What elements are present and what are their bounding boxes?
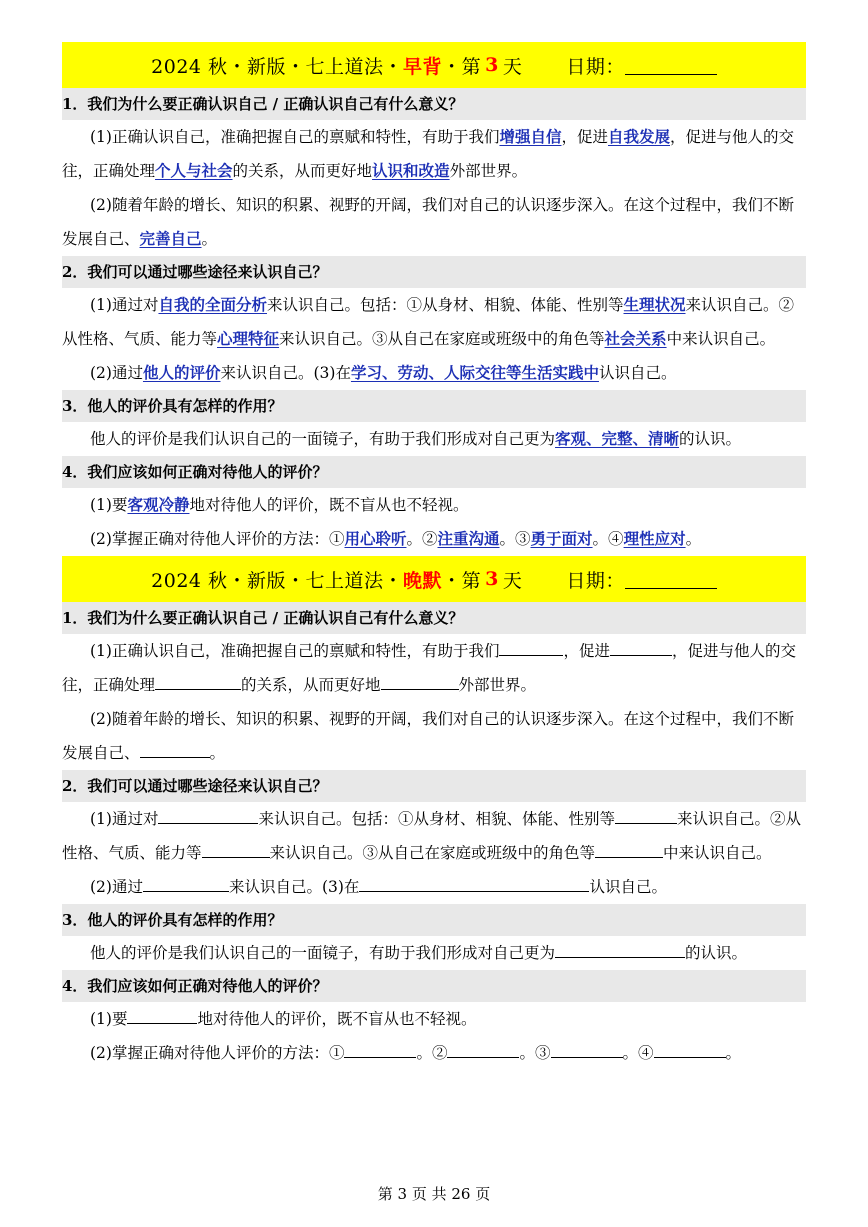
evening-title-highlight: 晚默 — [403, 569, 443, 592]
morning-answer-1-1: (1)正确认识自己，准确把握自己的禀赋和特性，有助于我们增强自信，促进自我发展，促进与他人的交往，正确处理个人与社会的关系，从而更好地认识和改造外部世界。 — [62, 127, 795, 180]
keyword: 他人的评价 — [142, 363, 221, 382]
keyword: 个人与社会 — [155, 161, 233, 180]
fill-blank[interactable] — [143, 874, 229, 892]
evening-title-prefix: 2024 秋・新版・七上道法・ — [151, 569, 404, 592]
morning-question-2: 2．我们可以通过哪些途径来认识自己？ — [62, 256, 806, 288]
keyword: 自我的全面分析 — [158, 295, 267, 314]
evening-day-number: 3 — [485, 568, 499, 590]
fill-blank[interactable] — [551, 1040, 623, 1058]
evening-answer-1-1: (1)正确认识自己，准确把握自己的禀赋和特性，有助于我们 ，促进 ，促进与他人的交往，正确处理 的关系，从而更好地 外部世界。 — [62, 634, 806, 702]
evening-title-mid: ・第 — [442, 569, 482, 592]
morning-answer-4-2: (2)掌握正确对待他人评价的方法：①用心聆听。②注重沟通。③勇于面对。④理性应对。 — [90, 529, 702, 548]
evening-answer-2-2: (2)通过 来认识自己。(3)在 认识自己。 — [62, 870, 806, 904]
fill-blank[interactable] — [654, 1040, 726, 1058]
keyword: 学习、劳动、人际交往等生活实践中 — [350, 363, 599, 382]
evening-answer-4-1: (1)要 地对待他人的评价，既不盲从也不轻视。 — [62, 1002, 806, 1036]
keyword: 客观、完整、清晰 — [555, 429, 680, 448]
keyword: 社会关系 — [604, 329, 667, 348]
morning-title-suffix: 天 — [502, 55, 523, 78]
fill-blank[interactable] — [610, 638, 672, 656]
evening-date-label: 日期： — [566, 569, 625, 592]
keyword: 生理状况 — [623, 295, 686, 314]
evening-title-suffix: 天 — [502, 569, 523, 592]
morning-answer-2-1: (1)通过对自我的全面分析来认识自己。包括：①从身材、相貌、体能、性别等生理状况来认识自己。②从性格、气质、能力等心理特征来认识自己。③从自己在家庭或班级中的角色等社会关系中来认识自己。 — [62, 295, 795, 348]
fill-blank[interactable] — [127, 1006, 197, 1024]
fill-blank[interactable] — [202, 840, 270, 858]
evening-date-blank[interactable] — [625, 570, 717, 589]
evening-question-3: 3．他人的评价具有怎样的作用？ — [62, 904, 806, 936]
fill-blank[interactable] — [359, 874, 589, 892]
keyword: 勇于面对 — [530, 529, 593, 548]
evening-question-2: 2．我们可以通过哪些途径来认识自己？ — [62, 770, 806, 802]
fill-blank[interactable] — [555, 940, 685, 958]
evening-answer-3: 他人的评价是我们认识自己的一面镜子，有助于我们形成对自己更为 的认识。 — [62, 936, 806, 970]
page-footer: 第 3 页 共 26 页 — [377, 1185, 491, 1203]
keyword: 完善自己 — [139, 229, 202, 248]
fill-blank[interactable] — [447, 1040, 519, 1058]
keyword: 客观冷静 — [127, 495, 190, 514]
morning-answer-4-1: (1)要客观冷静地对待他人的评价，既不盲从也不轻视。 — [90, 495, 469, 514]
page-sheet — [62, 42, 806, 1070]
evening-title-bar — [62, 556, 806, 602]
fill-blank[interactable] — [140, 740, 210, 758]
keyword: 心理特征 — [217, 329, 280, 348]
evening-question-1: 1．我们为什么要正确认识自己 / 正确认识自己有什么意义？ — [62, 602, 806, 634]
fill-blank[interactable] — [155, 672, 241, 690]
morning-title-highlight: 早背 — [403, 55, 443, 78]
keyword: 自我发展 — [608, 127, 671, 146]
fill-blank[interactable] — [344, 1040, 416, 1058]
keyword: 用心聆听 — [344, 529, 407, 548]
evening-answer-2-1: (1)通过对 来认识自己。包括：①从身材、相貌、体能、性别等 来认识自己。②从性格、气质、能力等 来认识自己。③从自己在家庭或班级中的角色等 中来认识自己。 — [62, 802, 806, 870]
morning-title-prefix: 2024 秋・新版・七上道法・ — [151, 55, 404, 78]
morning-question-1: 1．我们为什么要正确认识自己 / 正确认识自己有什么意义？ — [62, 88, 806, 120]
keyword: 理性应对 — [623, 529, 686, 548]
morning-title-bar — [62, 42, 806, 88]
keyword: 认识和改造 — [372, 161, 450, 180]
keyword: 增强自信 — [499, 127, 562, 146]
fill-blank[interactable] — [381, 672, 459, 690]
morning-day-number: 3 — [485, 54, 499, 76]
morning-question-4: 4．我们应该如何正确对待他人的评价？ — [62, 456, 806, 488]
fill-blank[interactable] — [499, 638, 563, 656]
evening-question-4: 4．我们应该如何正确对待他人的评价？ — [62, 970, 806, 1002]
morning-date-blank[interactable] — [625, 56, 717, 75]
morning-answer-2-2: (2)通过他人的评价来认识自己。(3)在学习、劳动、人际交往等生活实践中认识自己。 — [90, 363, 677, 382]
fill-blank[interactable] — [595, 840, 663, 858]
evening-answer-1-2: (2)随着年龄的增长、知识的积累、视野的开阔，我们对自己的认识逐步深入。在这个过程中，我们不断发展自己、 。 — [62, 710, 794, 762]
morning-title-mid: ・第 — [442, 55, 482, 78]
evening-answer-4-2: (2)掌握正确对待他人评价的方法：① 。② 。③ 。④ 。 — [62, 1036, 806, 1070]
keyword: 注重沟通 — [437, 529, 500, 548]
morning-answer-3: 他人的评价是我们认识自己的一面镜子，有助于我们形成对自己更为客观、完整、清晰的认识。 — [90, 429, 742, 448]
morning-answer-1-2: (2)随着年龄的增长、知识的积累、视野的开阔，我们对自己的认识逐步深入。在这个过程中，我们不断发展自己、完善自己。 — [62, 196, 794, 248]
fill-blank[interactable] — [158, 806, 258, 824]
morning-date-label: 日期： — [566, 55, 625, 78]
morning-question-3: 3．他人的评价具有怎样的作用？ — [62, 390, 806, 422]
fill-blank[interactable] — [615, 806, 677, 824]
